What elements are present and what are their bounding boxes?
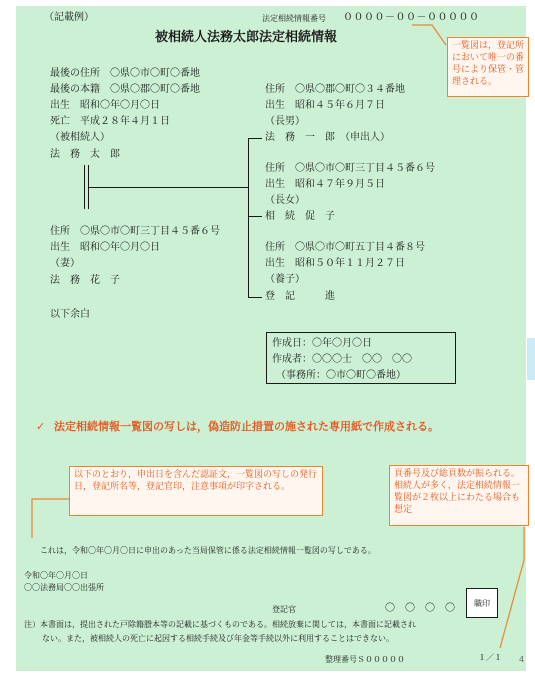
callout-top-right: 一覧図は，登記所において唯一の番号により保管・管理される。	[447, 37, 529, 97]
info-number-label: 法定相続情報番号	[262, 14, 326, 23]
certification-date: 令和〇年〇月〇日	[24, 571, 88, 580]
example-label: （記載例）	[44, 12, 94, 23]
heir-role: （長男）	[265, 116, 305, 127]
page-title: 被相続人法務太郎法定相続情報	[155, 30, 338, 45]
decedent-birth: 出生 昭和〇年〇月〇日	[50, 100, 160, 111]
heir-name: 法 務 一 郎 （申出人）	[265, 132, 390, 143]
spouse-role: （妻）	[50, 258, 80, 269]
heir-birth: 出生 昭和４５年６月７日	[265, 100, 385, 111]
decedent-death: 死亡 平成２８年４月１日	[50, 116, 170, 127]
heir-address: 住所 〇県〇郡〇町〇３４番地	[265, 84, 405, 95]
heir-birth: 出生 昭和５０年１１月２７日	[265, 258, 405, 269]
check-icon: ✓	[36, 420, 46, 433]
decedent-last-domicile: 最後の本籍 〇県〇郡〇町〇番地	[50, 84, 200, 95]
serial-number: 整理番号Ｓ０００００	[325, 655, 405, 664]
heir-role: （長女）	[265, 195, 305, 206]
warning-text: 法定相続情報一覧図の写しは，偽造防止措置の施された専用紙で作成される。	[54, 420, 439, 433]
heir-role: （養子）	[265, 274, 305, 285]
registrar-name: 〇 〇 〇 〇	[385, 603, 455, 614]
page-count: １／１	[478, 653, 502, 662]
heir-name: 相 続 促 子	[265, 211, 335, 222]
official-seal: 職印	[466, 588, 498, 618]
spouse-birth: 出生 昭和〇年〇月〇日	[50, 242, 160, 253]
callout-middle-right: 頁番号及び総頁数が振られる。相続人が多く，法定相続情報一覧図が２枚以上にわたる場合も想定	[389, 465, 529, 526]
certification-statement: これは，令和〇年〇月〇日に申出のあった当局保管に係る法定相続情報一覧図の写しである。	[40, 546, 376, 555]
creation-date: 作成日：〇年〇月〇日	[272, 338, 372, 349]
info-number-value: ００００－００－０００００	[343, 12, 480, 23]
decedent-last-address: 最後の住所 〇県〇市〇町〇番地	[50, 68, 200, 79]
heir-address: 住所 〇県〇市〇町五丁目４番８号	[265, 242, 425, 253]
registrar-label: 登記官	[272, 605, 296, 614]
decedent-role: （被相続人）	[50, 132, 110, 143]
heir-address: 住所 〇県〇市〇町三丁目４５番６号	[265, 163, 435, 174]
creator-office: （事務所：〇市〇町〇番地）	[276, 370, 406, 381]
page-number: 4	[519, 655, 525, 664]
creator-name: 作成者：〇〇〇士 〇〇 〇〇	[272, 354, 412, 365]
note-line-2: ない。また，被相続人の死亡に起因する相続手続及び年金等手続以外に利用することはできない。	[42, 634, 394, 643]
callout-middle-left: 以下のとおり，申出日を含んだ認証文，一覧図の写しの発行日，登記所名等，登記官印，注意事項が印字される。	[69, 466, 323, 516]
heir-birth: 出生 昭和４７年９月５日	[265, 179, 385, 190]
spouse-address: 住所 〇県〇市〇町三丁目４５番６号	[50, 226, 220, 237]
decedent-name: 法 務 太 郎	[50, 149, 120, 160]
note-line-1: 注）本書面は，提出された戸除籍謄本等の記載に基づくものである。相続放棄に関しては，本書面に記載され	[24, 620, 416, 629]
spouse-name: 法 務 花 子	[50, 275, 120, 286]
heir-name: 登 記 進	[265, 291, 335, 302]
registry-office: 〇〇法務局〇〇出張所	[24, 583, 104, 592]
remainder-note: 以下余白	[50, 309, 90, 320]
